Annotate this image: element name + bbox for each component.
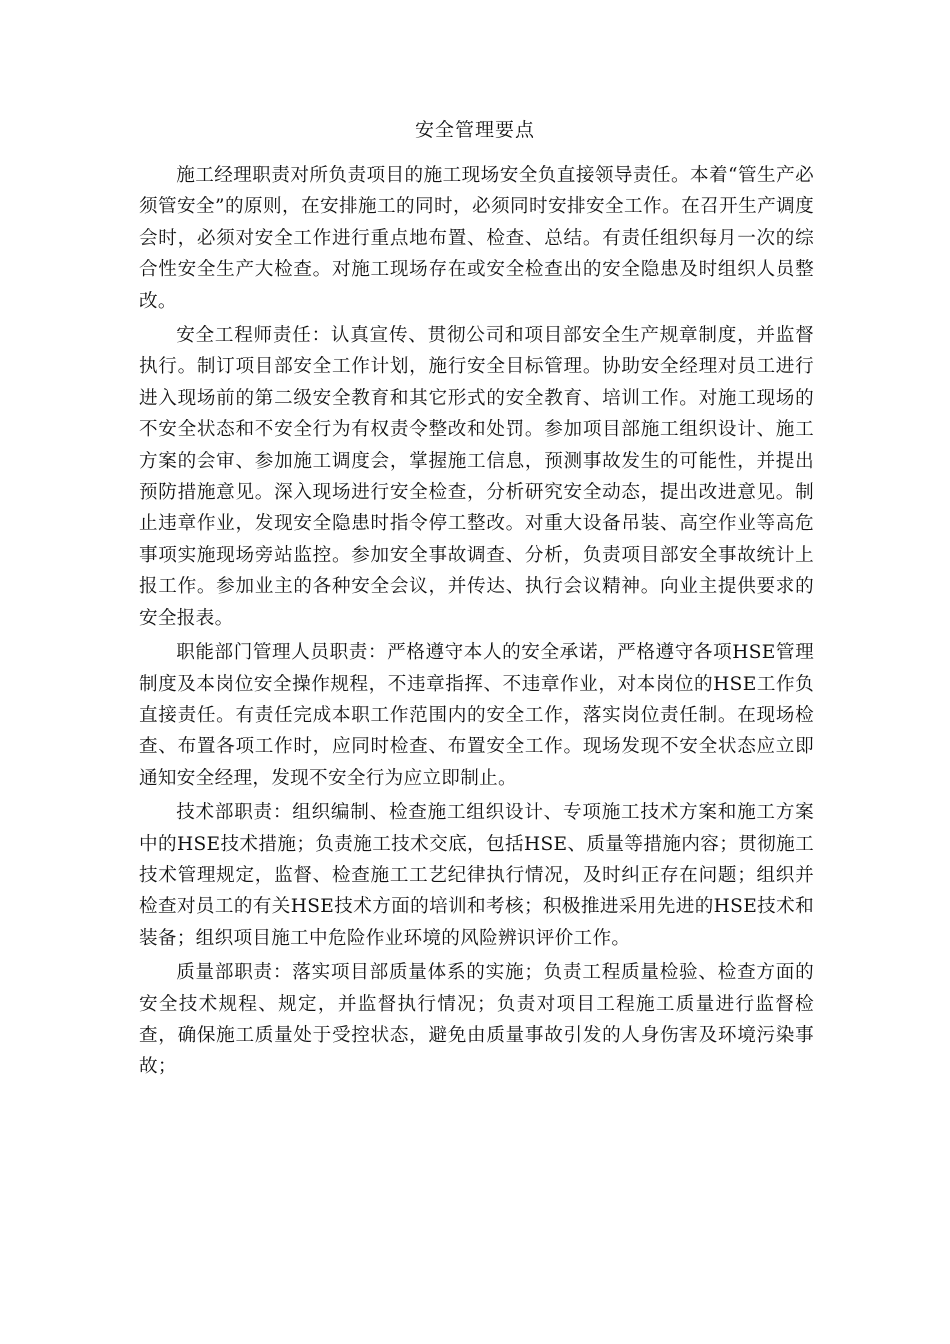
paragraph-functional-staff-duties: 职能部门管理人员职责：严格遵守本人的安全承诺，严格遵守各项HSE管理制度及本岗位安全操作规程，不违章指挥、不违章作业，对本岗位的HSE工作负直接责任。有责任完成本职工作范围内的安全工作，落实岗位责任制。在现场检查、布置各项工作时，应同时检查、布置安全工作。现场发现不安全状态应立即通知安全经理，发现不安全行为应立即制止。	[139, 642, 814, 789]
paragraph-quality-department-duties: 质量部职责：落实项目部质量体系的实施；负责工程质量检验、检查方面的安全技术规程、规定，并监督执行情况；负责对项目工程施工质量进行监督检查，确保施工质量处于受控状态，避免由质量事故引发的人身伤害及环境污染事故；	[139, 962, 814, 1078]
document-title: 安全管理要点	[414, 119, 535, 141]
paragraph-construction-manager-duties: 施工经理职责对所负责项目的施工现场安全负直接领导责任。本着“管生产必须管安全”的原则，在安排施工的同时，必须同时安排安全工作。在召开生产调度会时，必须对安全工作进行重点地布置、检查、总结。有责任组织每月一次的综合性安全生产大检查。对施工现场存在或安全检查出的安全隐患及时组织人员整改。	[139, 165, 814, 312]
paragraph-technical-department-duties: 技术部职责：组织编制、检查施工组织设计、专项施工技术方案和施工方案中的HSE技术措施；负责施工技术交底，包括HSE、质量等措施内容；贯彻施工技术管理规定，监督、检查施工工艺纪律执行情况，及时纠正存在问题；组织并检查对员工的有关HSE技术方面的培训和考核；积极推进采用先进的HSE技术和装备；组织项目施工中危险作业环境的风险辨识评价工作。	[139, 802, 814, 949]
document-body	[139, 160, 814, 1083]
paragraph-safety-engineer-duties: 安全工程师责任：认真宣传、贯彻公司和项目部安全生产规章制度，并监督执行。制订项目部安全工作计划，施行安全目标管理。协助安全经理对员工进行进入现场前的第二级安全教育和其它形式的安全教育、培训工作。对施工现场的不安全状态和不安全行为有权责令整改和处罚。参加项目部施工组织设计、施工方案的会审、参加施工调度会，掌握施工信息，预测事故发生的可能性，并提出预防措施意见。深入现场进行安全检查，分析研究安全动态，提出改进意见。制止违章作业，发现安全隐患时指令停工整改。对重大设备吊装、高空作业等高危事项实施现场旁站监控。参加安全事故调查、分析，负责项目部安全事故统计上报工作。参加业主的各种安全会议，并传达、执行会议精神。向业主提供要求的安全报表。	[139, 325, 814, 629]
